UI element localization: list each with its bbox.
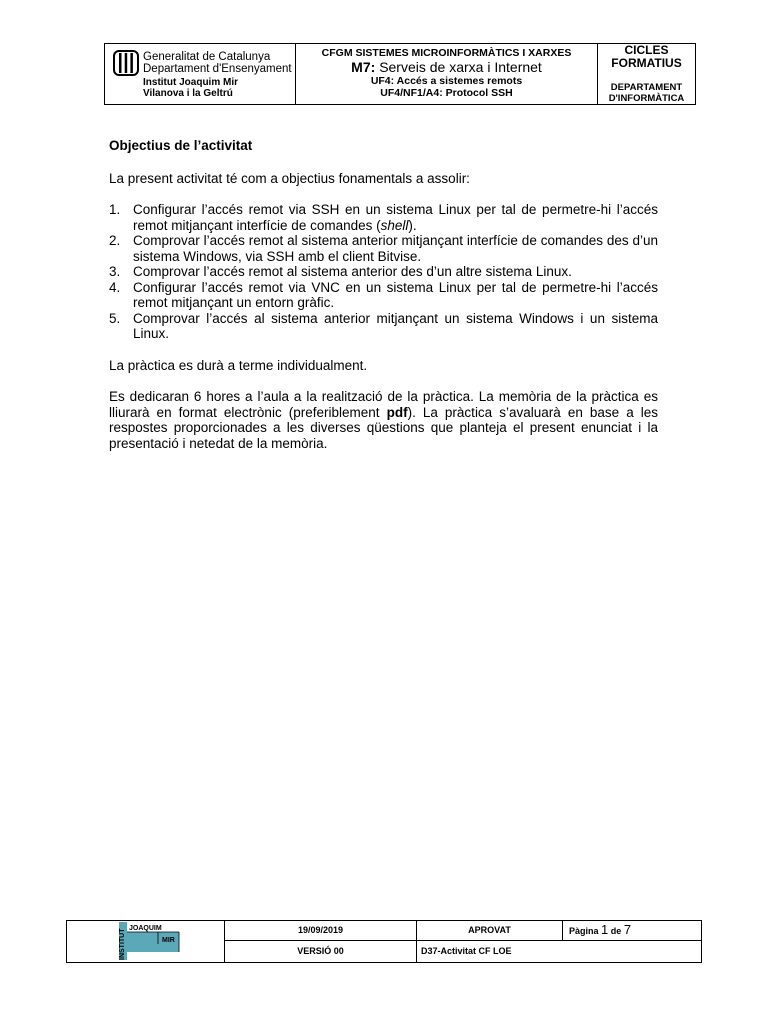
- logo-word-joaquim: JOAQUIM: [129, 925, 162, 932]
- list-item: [109, 202, 658, 233]
- final-text-start: Es dedicaran 6 hores a l’aula a la realització de la pràctica. La memòria de la pràctica es lliurarà en format electrònic (preferiblement: [109, 389, 658, 420]
- document-footer: [66, 920, 702, 963]
- list-number: 1.: [109, 202, 121, 217]
- objective-text: Configurar l’accés remot via SSH en un sistema Linux per tal de permetre-hi l’accés remot mitjançant interfície de comandes (: [133, 202, 658, 233]
- footer-page-number: [563, 921, 701, 941]
- page-of: de: [610, 926, 622, 936]
- module-name: Serveis de xarxa i Internet: [379, 59, 542, 75]
- header-institution-cell: [105, 44, 296, 104]
- cicles-label: CICLES: [624, 43, 669, 57]
- objective-text: Comprovar l’accés al sistema anterior mitjançant un sistema Windows i un sistema Linux.: [133, 310, 658, 341]
- logo-word-mir: MIR: [162, 937, 175, 944]
- list-item: [109, 264, 658, 280]
- department-name: D'INFORMÀTICA: [608, 93, 685, 104]
- page-label: Pàgina: [569, 926, 599, 936]
- final-paragraph: [109, 389, 658, 451]
- footer-date: 19/09/2019: [225, 921, 417, 941]
- list-number: 3.: [109, 264, 121, 279]
- page-total: 7: [623, 922, 632, 937]
- list-number: 5.: [109, 310, 121, 326]
- department-label: DEPARTAMENT: [610, 82, 683, 93]
- individual-paragraph: La pràctica es durà a terme individualment.: [109, 357, 368, 373]
- institute-town: Vilanova i la Geltrú: [143, 88, 233, 99]
- list-item: [109, 233, 658, 264]
- logo-word-institut: INSTITUT: [119, 928, 126, 960]
- org-name-line2: Departament d'Ensenyament: [143, 63, 292, 75]
- final-text-end: ). La pràctica s’avaluarà en base a les respostes proporcionades a les diverses qüestions que planteja el present enunciat i la presentació i netedat de la memòria.: [109, 404, 658, 451]
- objective-text: Comprovar l’accés remot al sistema anterior des d’un altre sistema Linux.: [133, 264, 572, 279]
- course-title: CFGM SISTEMES MICROINFORMÀTICS I XARXES: [321, 47, 572, 59]
- unit-title: UF4: Accés a sistemes remots: [370, 75, 523, 87]
- section-heading: Objectius de l’activitat: [109, 138, 253, 153]
- generalitat-logo-icon: [113, 50, 139, 76]
- shell-emphasis: shell: [380, 217, 409, 233]
- pdf-bold: pdf: [386, 404, 408, 420]
- document-header: [104, 43, 696, 105]
- objective-text-end: ).: [408, 217, 417, 233]
- objective-text: Configurar l’accés remot via VNC en un sistema Linux per tal de permetre-hi l’accés remot mitjançant un entorn gràfic.: [133, 279, 658, 310]
- objective-text: Comprovar l’accés remot al sistema anterior mitjançant interfície de comandes des d’un sistema Windows, via SSH amb el client Bitvise.: [133, 233, 658, 264]
- document-body: [109, 138, 658, 467]
- intro-paragraph: La present activitat té com a objectius fonamentals a assolir:: [109, 170, 470, 186]
- activity-title: UF4/NF1/A4: Protocol SSH: [380, 87, 513, 99]
- list-number: 2.: [109, 233, 121, 248]
- objectives-list: [109, 202, 658, 342]
- header-title-cell: [296, 44, 598, 104]
- module-title: [296, 59, 597, 75]
- page-current: 1: [601, 922, 609, 937]
- footer-doc-code: D37-Activitat CF LOE: [421, 946, 512, 956]
- org-name-line1: Generalitat de Catalunya: [143, 51, 271, 63]
- list-item: [109, 280, 658, 311]
- header-department-cell: [598, 44, 695, 104]
- list-number: 4.: [109, 279, 121, 295]
- module-code: M7:: [351, 59, 376, 75]
- footer-logo-cell: [67, 921, 225, 962]
- institute-logo-icon: [67, 921, 225, 962]
- footer-approved: APROVAT: [417, 921, 563, 941]
- institute-name: Institut Joaquim Mir: [143, 77, 238, 88]
- formatius-label: FORMATIUS: [611, 56, 682, 70]
- list-item: [109, 311, 658, 342]
- footer-version: VERSIÓ 00: [225, 941, 417, 962]
